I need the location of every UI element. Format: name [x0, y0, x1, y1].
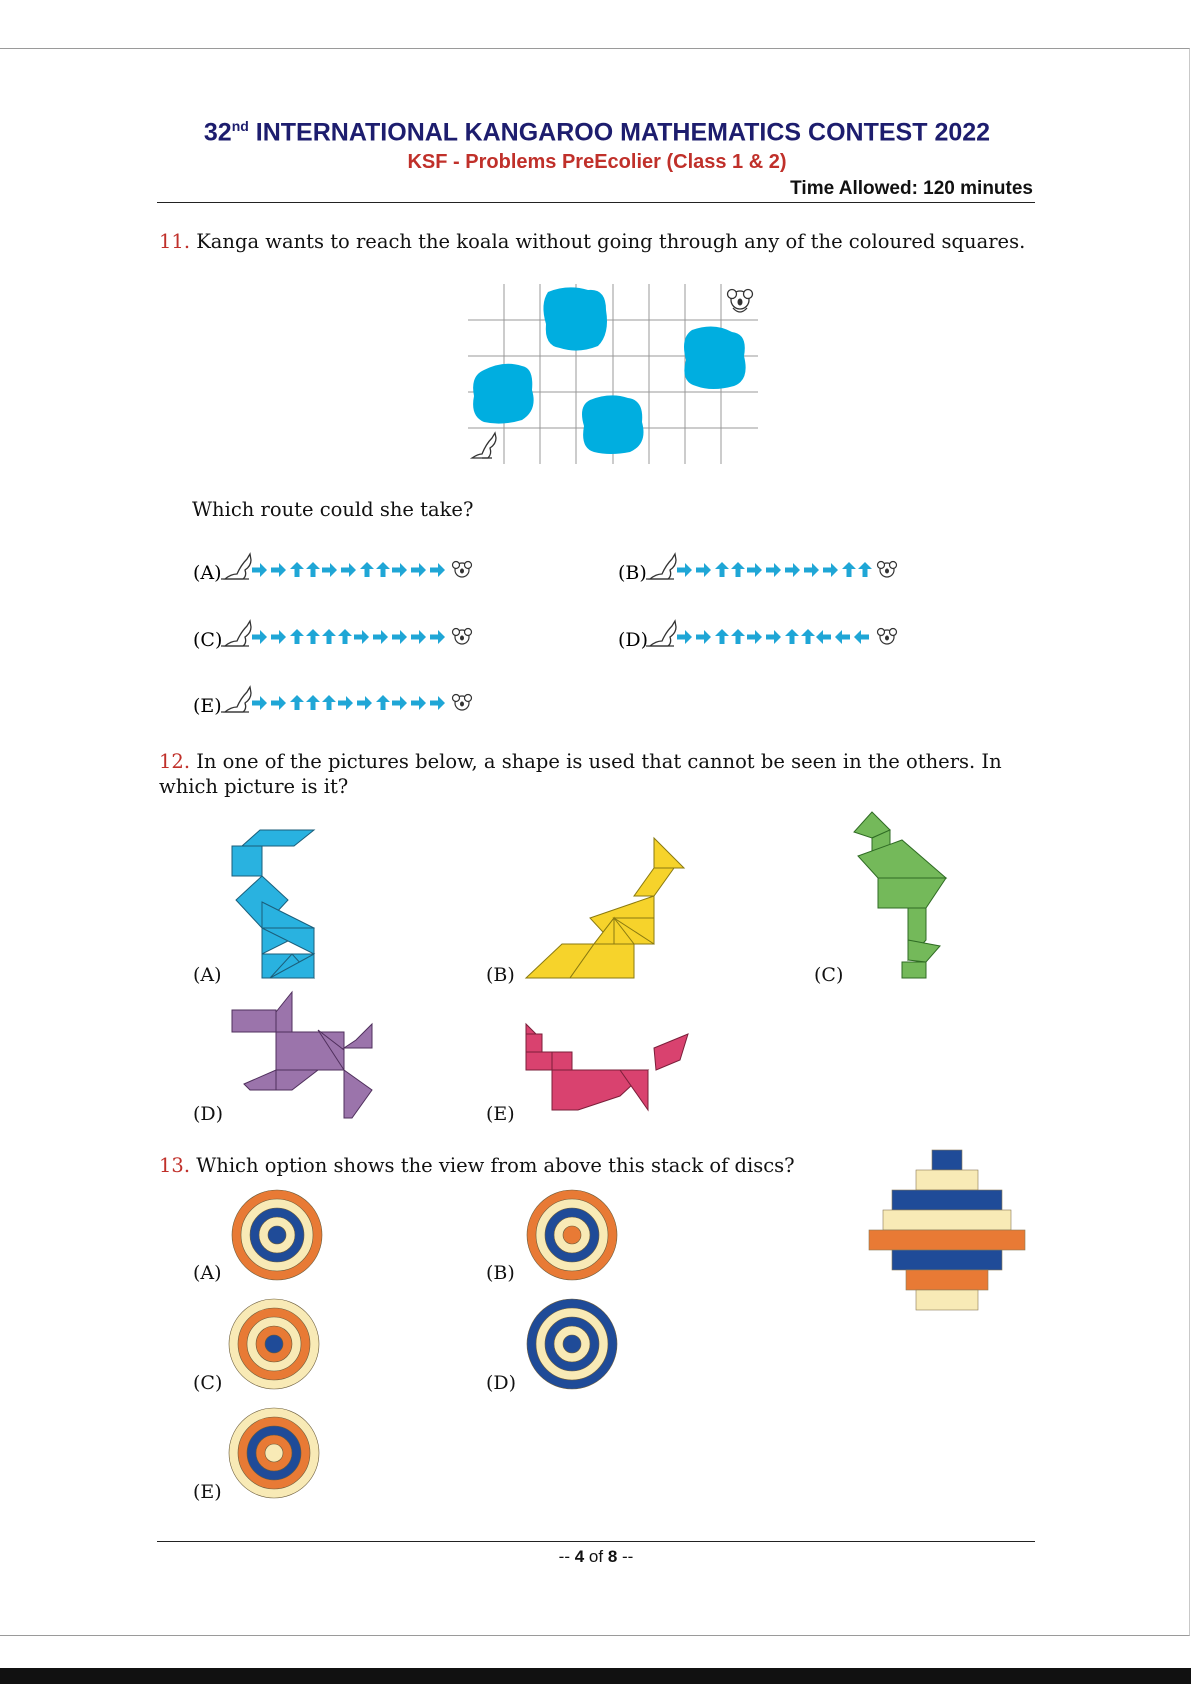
- question-text: Kanga wants to reach the koala without going through any of the coloured squares.: [196, 230, 1026, 253]
- option-label: (B): [486, 964, 515, 986]
- question-number: 12.: [159, 750, 191, 773]
- stack-disc: [906, 1270, 988, 1290]
- stack-disc: [932, 1150, 962, 1170]
- disc-option: [229, 1408, 319, 1498]
- option-label: (E): [193, 695, 222, 717]
- stack-disc: [892, 1190, 1002, 1210]
- stack-disc: [916, 1170, 978, 1190]
- question-text: Which option shows the view from above this stack of discs?: [196, 1154, 795, 1177]
- question-text: In one of the pictures below, a shape is used that cannot be seen in the others. In which picture is it?: [159, 750, 1002, 798]
- option-label: (D): [193, 1103, 224, 1125]
- question-number: 11.: [159, 230, 191, 253]
- option-label: (D): [618, 629, 649, 651]
- option-label: (D): [486, 1372, 517, 1394]
- option-label: (B): [618, 562, 647, 584]
- contest-title: 32nd INTERNATIONAL KANGAROO MATHEMATICS CONTEST 2022: [203, 118, 991, 147]
- option-label: (A): [193, 964, 222, 986]
- contest-subtitle: KSF - Problems PreEcolier (Class 1 & 2): [407, 151, 787, 173]
- option-label: (C): [814, 964, 844, 986]
- disc-ring: [265, 1335, 283, 1353]
- stack-disc: [869, 1230, 1025, 1250]
- option-label: (C): [193, 629, 223, 651]
- question-number: 13.: [159, 1154, 191, 1177]
- option-label: (B): [486, 1262, 515, 1284]
- footer-rule: [157, 1541, 1035, 1542]
- page-footer: -- 4 of 8 --: [558, 1547, 634, 1566]
- route-prompt: Which route could she take?: [192, 498, 474, 521]
- stack-disc: [916, 1290, 978, 1310]
- time-allowed: Time Allowed: 120 minutes: [790, 178, 1033, 199]
- disc-ring: [563, 1335, 581, 1353]
- option-label: (E): [486, 1103, 515, 1125]
- option-label: (A): [193, 562, 222, 584]
- option-label: (C): [193, 1372, 223, 1394]
- stack-disc: [892, 1250, 1002, 1270]
- stack-disc: [883, 1210, 1011, 1230]
- disc-ring: [265, 1444, 283, 1462]
- option-label: (E): [193, 1481, 222, 1503]
- option-label: (A): [193, 1262, 222, 1284]
- bottom-strip: [0, 1668, 1191, 1684]
